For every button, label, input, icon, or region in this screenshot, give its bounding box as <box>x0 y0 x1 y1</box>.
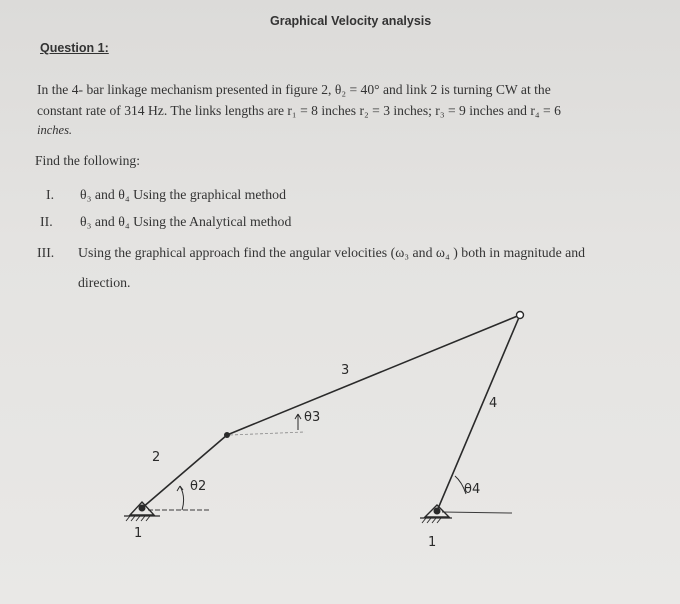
ground-left-label: 1 <box>134 526 143 541</box>
joint-b <box>517 312 524 319</box>
joint-a <box>224 432 230 438</box>
task-item-1-numeral: I. <box>46 187 55 202</box>
ground-pivot-right <box>420 505 452 523</box>
question-heading: Question 1: <box>40 41 109 55</box>
link-2-label: 2 <box>152 450 161 465</box>
find-label: Find the following: <box>35 153 140 168</box>
task-item-1-text: θ₃ and θ₄ Using the graphical method <box>80 187 286 202</box>
task-item-3-continuation: direction. <box>78 275 131 290</box>
ground-right-label: 1 <box>428 535 437 550</box>
task-item-2-text: θ₃ and θ₄ Using the Analytical method <box>80 214 292 229</box>
link-4-label: 4 <box>489 396 498 411</box>
link-2 <box>142 435 227 508</box>
task-item-3-numeral: III. <box>37 245 55 260</box>
link-3-label: 3 <box>341 363 350 378</box>
theta4-reference-line <box>442 512 512 513</box>
theta3-label: θ3 <box>304 410 321 425</box>
intro-line-2: constant rate of 314 Hz. The links lengths are r₁ = 8 inches r₂ = 3 inches; r₃ = 9 inches and r₄ = 6 <box>37 103 561 118</box>
task-item-2-numeral: II. <box>40 214 53 229</box>
intro-line-1: In the 4- bar linkage mechanism presented in figure 2, θ₂ = 40° and link 2 is turning CW at the <box>37 82 551 97</box>
page-title: Graphical Velocity analysis <box>270 14 432 28</box>
task-item-3-text: Using the graphical approach find the angular velocities (ω₃ and ω₄ ) both in magnitude and <box>78 245 586 260</box>
theta2-label: θ2 <box>190 479 207 494</box>
ground-pivot-left <box>124 502 160 521</box>
theta3-reference-line <box>230 432 305 435</box>
theta4-label: θ4 <box>464 482 481 497</box>
intro-line-3: inches. <box>37 123 73 137</box>
